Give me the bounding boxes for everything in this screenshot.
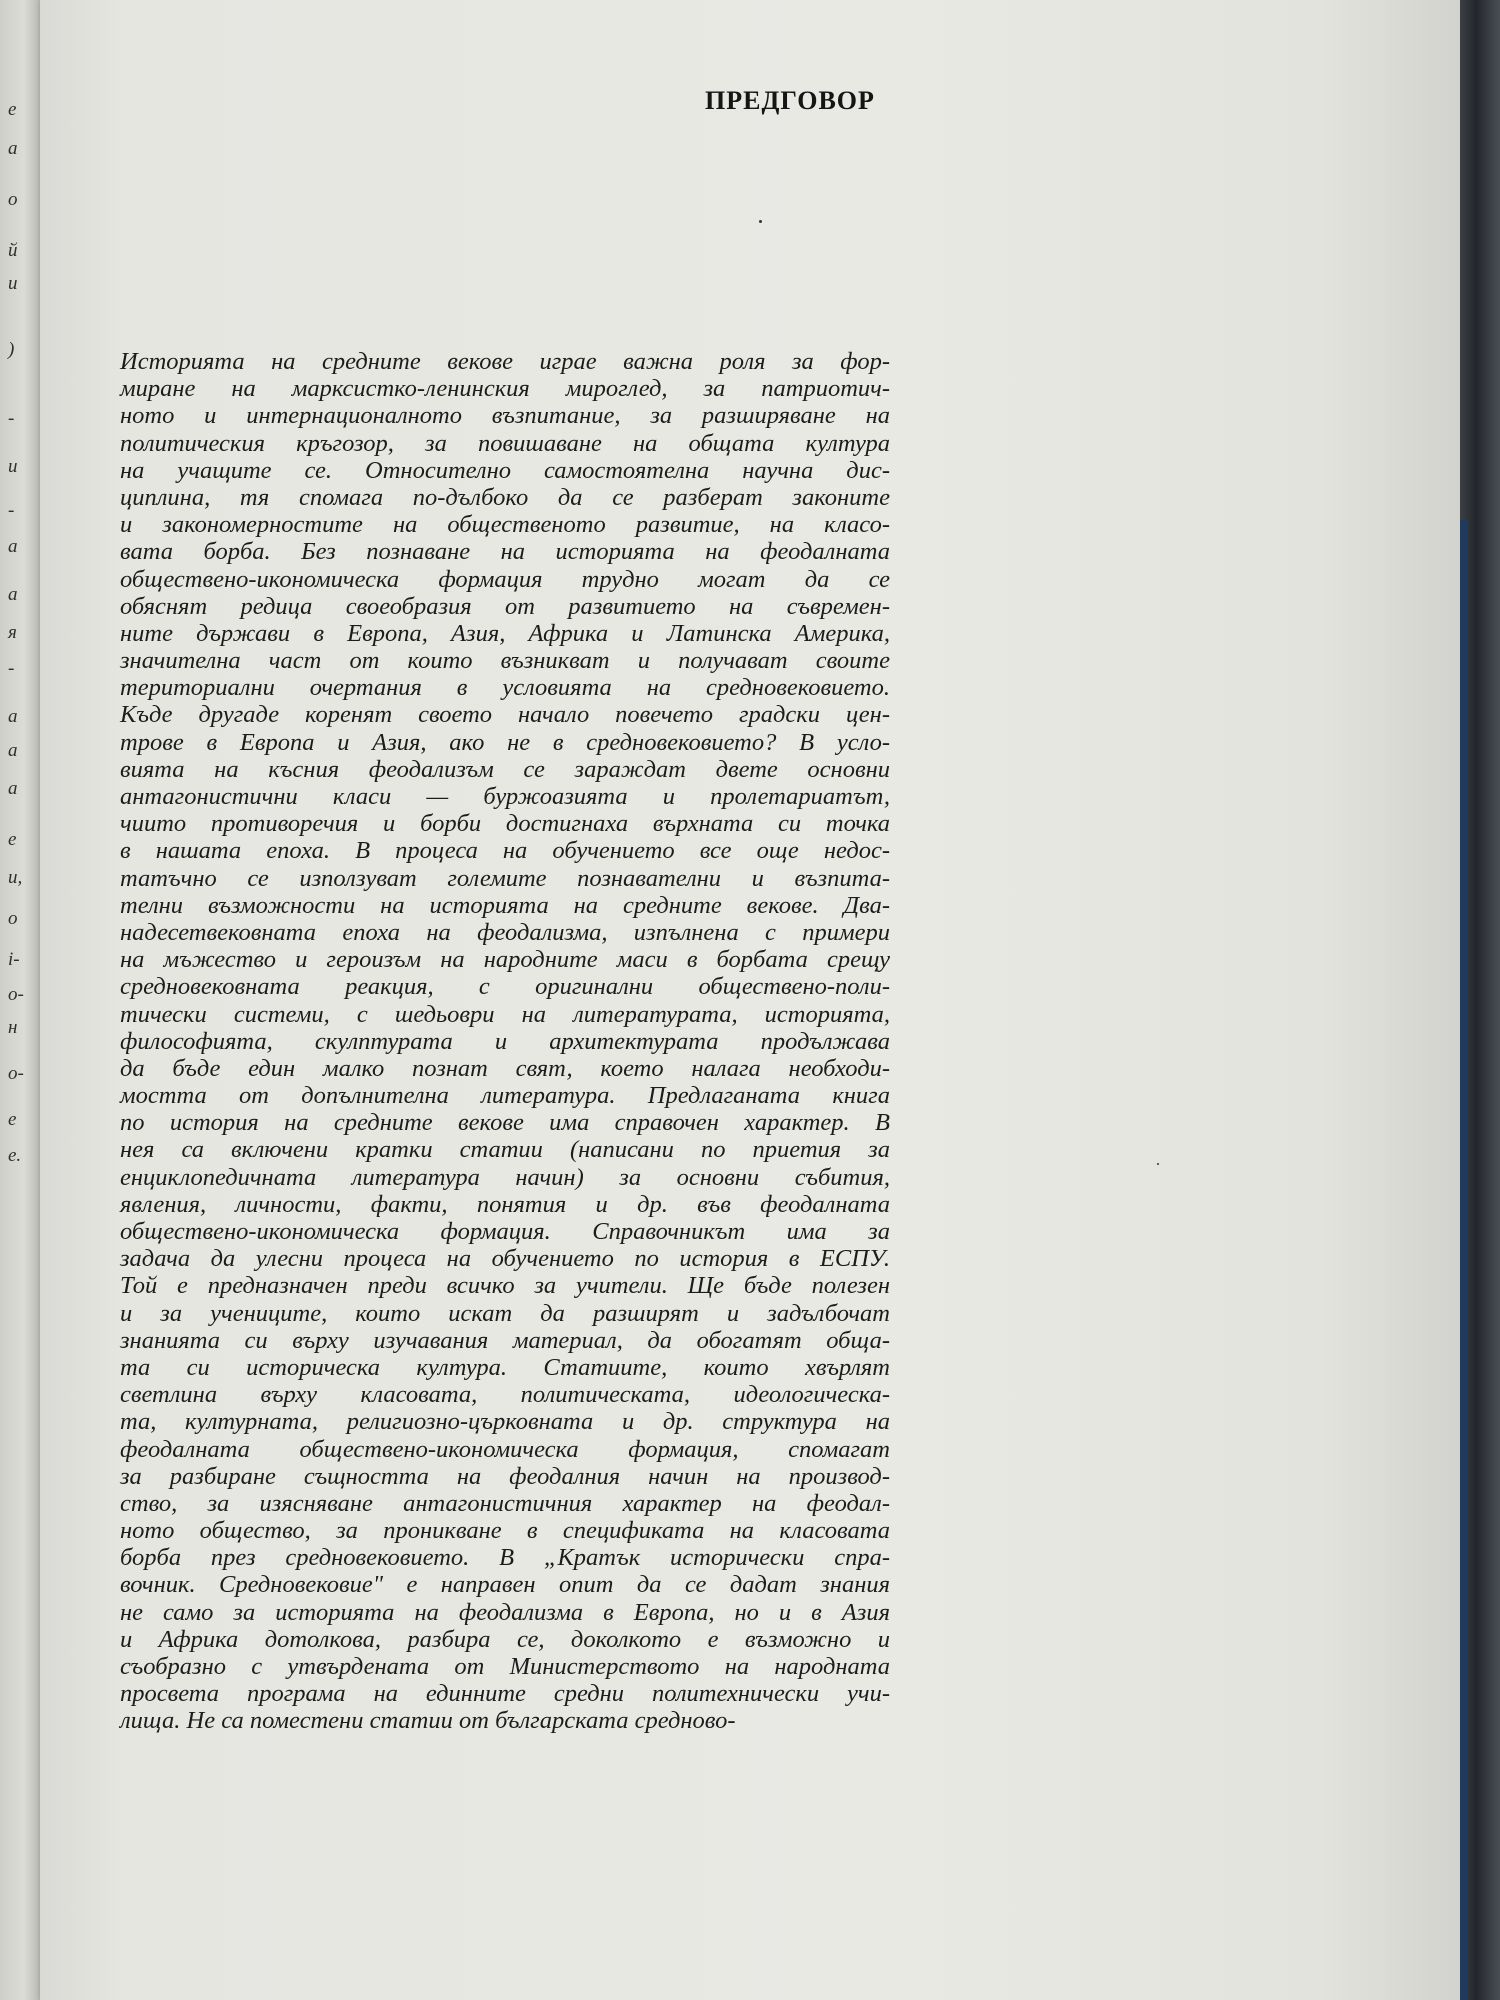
text-line: Къде другаде коренят своето начало повечето градски цен- [120, 701, 890, 729]
edge-letter: а [8, 137, 18, 159]
edge-letter: е [8, 1109, 17, 1131]
text-line: татъчно се използуват големите познавателни и възпита- [120, 864, 890, 892]
text-line: ните държави в Европа, Азия, Африка и Латинска Америка, [120, 619, 890, 647]
edge-letter: а [8, 777, 18, 799]
text-line: тически системи, с шедьоври на литературата, историята, [120, 1000, 890, 1028]
text-line: светлина върху класовата, политическата, идеологическа- [120, 1381, 890, 1409]
edge-letter: - [8, 408, 15, 429]
text-line: миране на марксистко-ленинския мироглед, за патриотич- [120, 375, 890, 403]
text-line: по история на средните векове има справочен характер. В [120, 1109, 890, 1137]
edge-letter: н [8, 1017, 18, 1039]
preface-text [120, 348, 890, 1735]
text-line: не само за историята на феодализма в Европа, но и в Азия [120, 1598, 890, 1626]
edge-letter: о [8, 907, 18, 929]
print-speck [759, 220, 762, 223]
edge-letter: е [8, 99, 17, 121]
edge-letter: - [8, 657, 15, 679]
text-line: ното и интернационалното възпитание, за разширяване на [120, 402, 890, 430]
text-line: съобразно с утвърдената от Министерството на народната [120, 1653, 890, 1680]
text-line: вочник. Средновековие" е направен опит да се дадат знания [120, 1571, 890, 1599]
edge-letter: - [8, 499, 15, 521]
edge-letter: о- [8, 1063, 24, 1085]
edge-letter: е [8, 828, 17, 850]
edge-letter: а [8, 535, 18, 557]
text-line: да бъде един малко познат свят, което налага необходи- [120, 1054, 890, 1082]
edge-letter: а [8, 706, 18, 728]
print-speck [1157, 1163, 1159, 1165]
text-line: обществено-икономическа формация трудно могат да се [120, 565, 890, 593]
text-line: вата борба. Без познаване на историята на феодалната [120, 538, 890, 566]
text-line: явления, личности, факти, понятия и др. във феодалната [120, 1190, 890, 1218]
text-line: обяснят редица своеобразия от развитието на съвремен- [120, 592, 890, 620]
text-line: ното общество, за проникване в спецификата на класовата [120, 1517, 890, 1545]
cover-blue-strip [1460, 520, 1468, 2000]
text-line: значителна част от които възникват и получават своите [120, 647, 890, 675]
text-line: политическия кръгозор, за повишаване на общата култура [120, 429, 890, 457]
previous-page-edge [0, 0, 40, 2000]
text-line: феодалната обществено-икономическа формация, спомагат [120, 1435, 890, 1463]
text-line: на учащите се. Относително самостоятелна научна дис- [120, 456, 890, 484]
text-line: телни възможности на историята на средните векове. Два- [120, 891, 890, 919]
edge-letter: я [8, 622, 17, 644]
book-page [40, 0, 1460, 2000]
text-line: лища. Не са поместени статии от българската средново- [120, 1707, 736, 1735]
text-line: циплина, тя спомага по-дълбоко да се разберат законите [120, 483, 890, 511]
text-line: трове в Европа и Азия, ако не в средновековието? В усло- [120, 728, 890, 756]
text-line: и Африка дотолкова, разбира се, доколкото е възможно и [120, 1625, 890, 1653]
text-line: та си историческа култура. Статиите, които хвърлят [120, 1353, 890, 1381]
edge-letter: и, [8, 867, 23, 888]
text-line: надесетвековната епоха на феодализма, изпълнена с примери [120, 918, 890, 946]
text-line: философията, скулптурата и архитектурата продължава [120, 1027, 890, 1055]
edge-letter: о- [8, 984, 24, 1006]
text-line: задача да улесни процеса на обучението по история в ЕСПУ. [120, 1245, 890, 1273]
text-line: вията на късния феодализъм се зараждат двете основни [120, 755, 890, 783]
text-line: борба през средновековието. В „Кратък исторически спра- [120, 1544, 890, 1572]
edge-letter: ) [8, 339, 15, 361]
text-line: знанията си върху изучавания материал, да обогатят обща- [120, 1326, 890, 1354]
text-line: мостта от допълнителна литература. Предлаганата книга [120, 1082, 890, 1110]
text-line: в нашата епоха. В процеса на обучението все още недос- [120, 837, 890, 865]
text-line: нея са включени кратки статии (написани по приетия за [120, 1136, 890, 1164]
edge-letter: и [8, 272, 18, 294]
text-line: и закономерностите на общественото развитие, на класо- [120, 511, 890, 539]
text-line: средновековната реакция, с оригинални обществено-поли- [120, 973, 890, 1001]
text-line: та, културната, религиозно-църковната и др. структура на [120, 1408, 890, 1436]
edge-letter: и [8, 456, 18, 478]
text-line: енциклопедичната литература начин) за основни събития, [120, 1163, 890, 1191]
text-line: просвета програма на единните средни политехнически учи- [120, 1680, 890, 1708]
text-line: антагонистични класи — буржоазията и пролетариатът, [120, 783, 890, 810]
edge-letter: і- [8, 948, 20, 970]
text-line: Той е предназначен преди всичко за учители. Ще бъде полезен [120, 1272, 890, 1300]
text-line: ство, за изясняване антагонистичния характер на феодал- [120, 1489, 890, 1517]
text-line: Историята на средните векове играе важна роля за фор- [120, 348, 890, 375]
text-line: териториални очертания в условията на средновековието. [120, 674, 890, 702]
edge-letter: а [8, 583, 18, 605]
text-line: на мъжество и героизъм на народните маси в борбата срещу [120, 946, 890, 974]
text-line: обществено-икономическа формация. Справочникът има за [120, 1218, 890, 1245]
edge-letter: а [8, 739, 18, 761]
page-title: ПРЕДГОВОР [705, 86, 875, 115]
edge-letter: е. [8, 1144, 22, 1166]
text-line: за разбиране същността на феодалния начин на производ- [120, 1462, 890, 1490]
edge-letter: о [8, 188, 18, 210]
edge-letter: й [8, 239, 18, 261]
text-line: и за учениците, които искат да разширят и задълбочат [120, 1299, 890, 1327]
text-line: чиито противоречия и борби достигнаха върхната си точка [120, 810, 890, 838]
book-cover-edge [1460, 0, 1500, 2000]
